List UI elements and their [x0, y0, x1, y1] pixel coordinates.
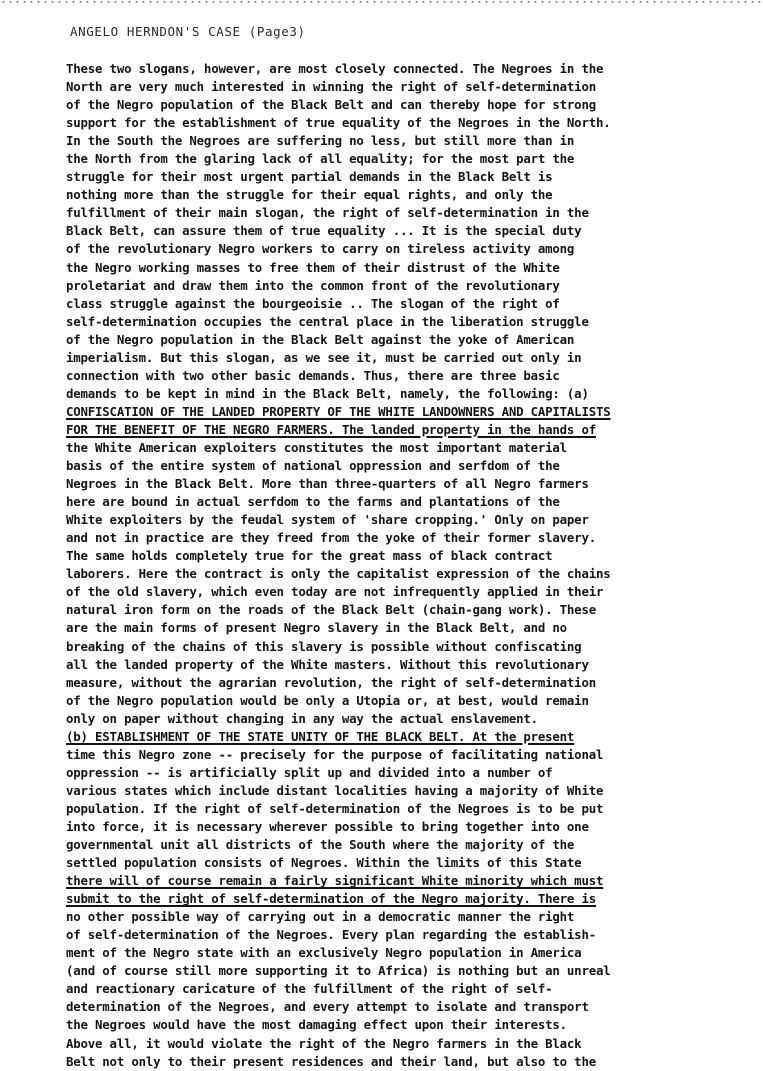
text-line: ment of the Negro state with an exclusively Negro population in America	[66, 945, 582, 961]
text-line: various states which include distant localities having a majority of White	[66, 782, 604, 798]
text-line: nothing more than the struggle for their equal rights, and only the	[66, 187, 553, 203]
text-line: time this Negro zone -- precisely for the purpose of facilitating national	[66, 746, 604, 762]
text-line: (b) ESTABLISHMENT OF THE STATE UNITY OF THE BLACK BELT. At the present	[66, 728, 575, 744]
text-line: only on paper without changing in any way the actual enslavement.	[66, 710, 538, 726]
text-line: of self-determination of the Negroes. Every plan regarding the establish-	[66, 927, 596, 943]
text-line: of the Negro population would be only a Utopia or, at best, would remain	[66, 692, 589, 708]
text-line: laborers. Here the contract is only the capitalist expression of the chains	[66, 566, 611, 582]
text-line: breaking of the chains of this slavery is possible without confiscating	[66, 638, 582, 654]
text-line: here are bound in actual serfdom to the farms and plantations of the	[66, 494, 560, 510]
text-line: demands to be kept in mind in the Black Belt, namely, the following: (a)	[66, 385, 589, 401]
text-line: of the Negro population of the Black Belt and can thereby hope for strong	[66, 97, 596, 113]
perforation-dots	[0, 0, 763, 4]
text-line: of the Negro population in the Black Belt against the yoke of American	[66, 331, 575, 347]
text-line: settled population consists of Negroes. Within the limits of this State	[66, 855, 582, 871]
text-line: there will of course remain a fairly significant White minority which must	[66, 873, 604, 889]
text-line: (and of course still more supporting it to Africa) is nothing but an unreal	[66, 963, 611, 979]
text-line: Negroes in the Black Belt. More than three-quarters of all Negro farmers	[66, 476, 589, 492]
text-line: imperialism. But this slogan, as we see it, must be carried out only in	[66, 349, 582, 365]
text-line: and not in practice are they freed from the yoke of their former slavery.	[66, 530, 596, 546]
text-line: FOR THE BENEFIT OF THE NEGRO FARMERS. The landed property in the hands of	[66, 421, 596, 437]
text-line: all the landed property of the White masters. Without this revolutionary	[66, 656, 589, 672]
text-line: CONFISCATION OF THE LANDED PROPERTY OF THE WHITE LANDOWNERS AND CAPITALISTS	[66, 403, 611, 419]
text-line: of the revolutionary Negro workers to carry on tireless activity among	[66, 241, 575, 257]
text-line: basis of the entire system of national oppression and serfdom of the	[66, 458, 560, 474]
text-line: These two slogans, however, are most closely connected. The Negroes in the	[66, 61, 604, 76]
text-line: governmental unit all districts of the South where the majority of the	[66, 837, 575, 853]
text-line: struggle for their most urgent partial demands in the Black Belt is	[66, 169, 553, 185]
text-line: The same holds completely true for the great mass of black contract	[66, 548, 553, 564]
text-line: class struggle against the bourgeoisie .. The slogan of the right of	[66, 295, 560, 311]
text-line: Belt not only to their present residences and their land, but also to the	[66, 1053, 596, 1069]
text-line: submit to the right of self-determination of the Negro majority. There is	[66, 891, 596, 907]
text-line: natural iron form on the roads of the Black Belt (chain-gang work). These	[66, 602, 596, 618]
text-line: of the old slavery, which even today are not infrequently applied in their	[66, 584, 604, 600]
text-line: into force, it is necessary wherever possible to bring together into one	[66, 818, 589, 834]
text-line: population. If the right of self-determination of the Negroes is to be put	[66, 800, 604, 816]
text-line: oppression -- is artificially split up and divided into a number of	[66, 764, 553, 780]
text-line: White exploiters by the feudal system of 'share cropping.' Only on paper	[66, 512, 589, 528]
text-line: and reactionary caricature of the fulfillment of the right of self-	[66, 981, 553, 997]
text-line: self-determination occupies the central place in the liberation struggle	[66, 313, 589, 329]
text-line: In the South the Negroes are suffering no less, but still more than in	[66, 133, 575, 149]
text-line: Black Belt, can assure them of true equality ... It is the special duty	[66, 223, 582, 239]
text-line: measure, without the agrarian revolution, the right of self-determination	[66, 674, 596, 690]
text-line: no other possible way of carrying out in a democratic manner the right	[66, 909, 575, 925]
page-header: ANGELO HERNDON'S CASE (Page3)	[70, 24, 306, 39]
text-line: are the main forms of present Negro slavery in the Black Belt, and no	[66, 620, 567, 636]
text-line: support for the establishment of true equality of the Negroes in the North.	[66, 115, 611, 131]
text-line: fulfillment of their main slogan, the right of self-determination in the	[66, 205, 589, 221]
text-line: the White American exploiters constitutes the most important material	[66, 439, 567, 455]
text-line: the Negroes would have the most damaging effect upon their interests.	[66, 1017, 567, 1033]
text-line: North are very much interested in winning the right of self-determination	[66, 79, 596, 95]
text-line: determination of the Negroes, and every attempt to isolate and transport	[66, 999, 589, 1015]
text-line: Above all, it would violate the right of the Negro farmers in the Black	[66, 1035, 582, 1051]
text-line: proletariat and draw them into the common front of the revolutionary	[66, 277, 560, 293]
text-line: connection with two other basic demands. Thus, there are three basic	[66, 367, 560, 383]
document-body	[66, 60, 746, 1071]
text-line: the Negro working masses to free them of their distrust of the White	[66, 259, 560, 275]
text-line: the North from the glaring lack of all equality; for the most part the	[66, 151, 575, 167]
